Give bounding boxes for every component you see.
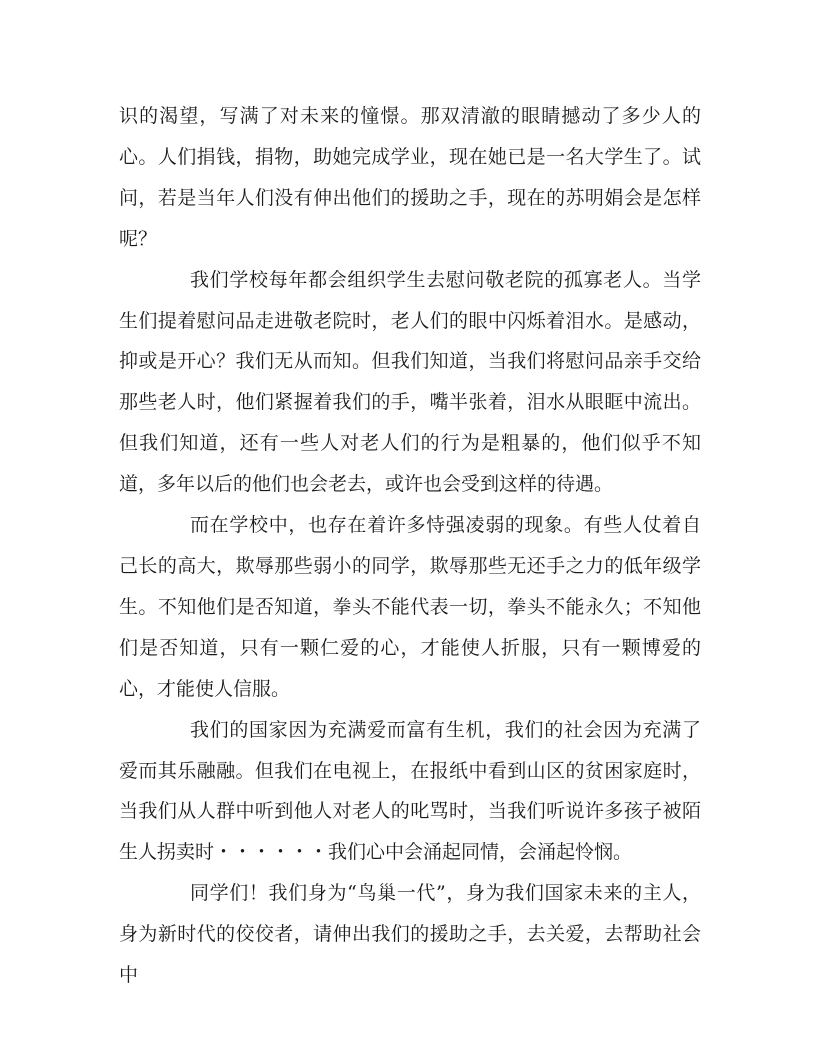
paragraph-nursing-home-visit: 我们学校每年都会组织学生去慰问敬老院的孤寡老人。当学生们提着慰问品走进敬老院时，老人们的眼中闪烁着泪水。是感动，抑或是开心？我们无从而知。但我们知道，当我们将慰问品亲手交给那些老人时，他们紧握着我们的手，嘴半张着，泪水从眼眶中流出。但我们知道，还有一些人对老人们的行为是粗暴的，他们似乎不知道，多年以后的他们也会老去，或许也会受到这样的待遇。 xyxy=(119,268,701,496)
paragraph-society-love: 我们的国家因为充满爱而富有生机，我们的社会因为充满了爱而其乐融融。但我们在电视上，在报纸中看到山区的贫困家庭时，当我们从人群中听到他人对老人的叱骂时，当我们听说许多孩子被陌生人拐卖时・・・・・・我们心中会涌起同情，会涌起怜悯。 xyxy=(119,718,701,864)
paragraph-call-to-action: 同学们！我们身为“鸟巢一代”，身为我们国家未来的主人，身为新时代的佼佼者，请伸出我们的援助之手，去关爱，去帮助社会中 xyxy=(119,882,701,987)
paragraph-school-bullying: 而在学校中，也存在着许多恃强凌弱的现象。有些人仗着自己长的高大，欺辱那些弱小的同学，欺辱那些无还手之力的低年级学生。不知他们是否知道，拳头不能代表一切，拳头不能永久；不知他们是否知道，只有一颗仁爱的心，才能使人折服，只有一颗博爱的心，才能使人信服。 xyxy=(119,514,701,700)
document-body xyxy=(119,96,701,996)
paragraph-continuation: 识的渴望，写满了对未来的憧憬。那双清澈的眼睛撼动了多少人的心。人们捐钱，捐物，助她完成学业，现在她已是一名大学生了。试问，若是当年人们没有伸出他们的援助之手，现在的苏明娟会是怎样呢？ xyxy=(119,105,701,250)
